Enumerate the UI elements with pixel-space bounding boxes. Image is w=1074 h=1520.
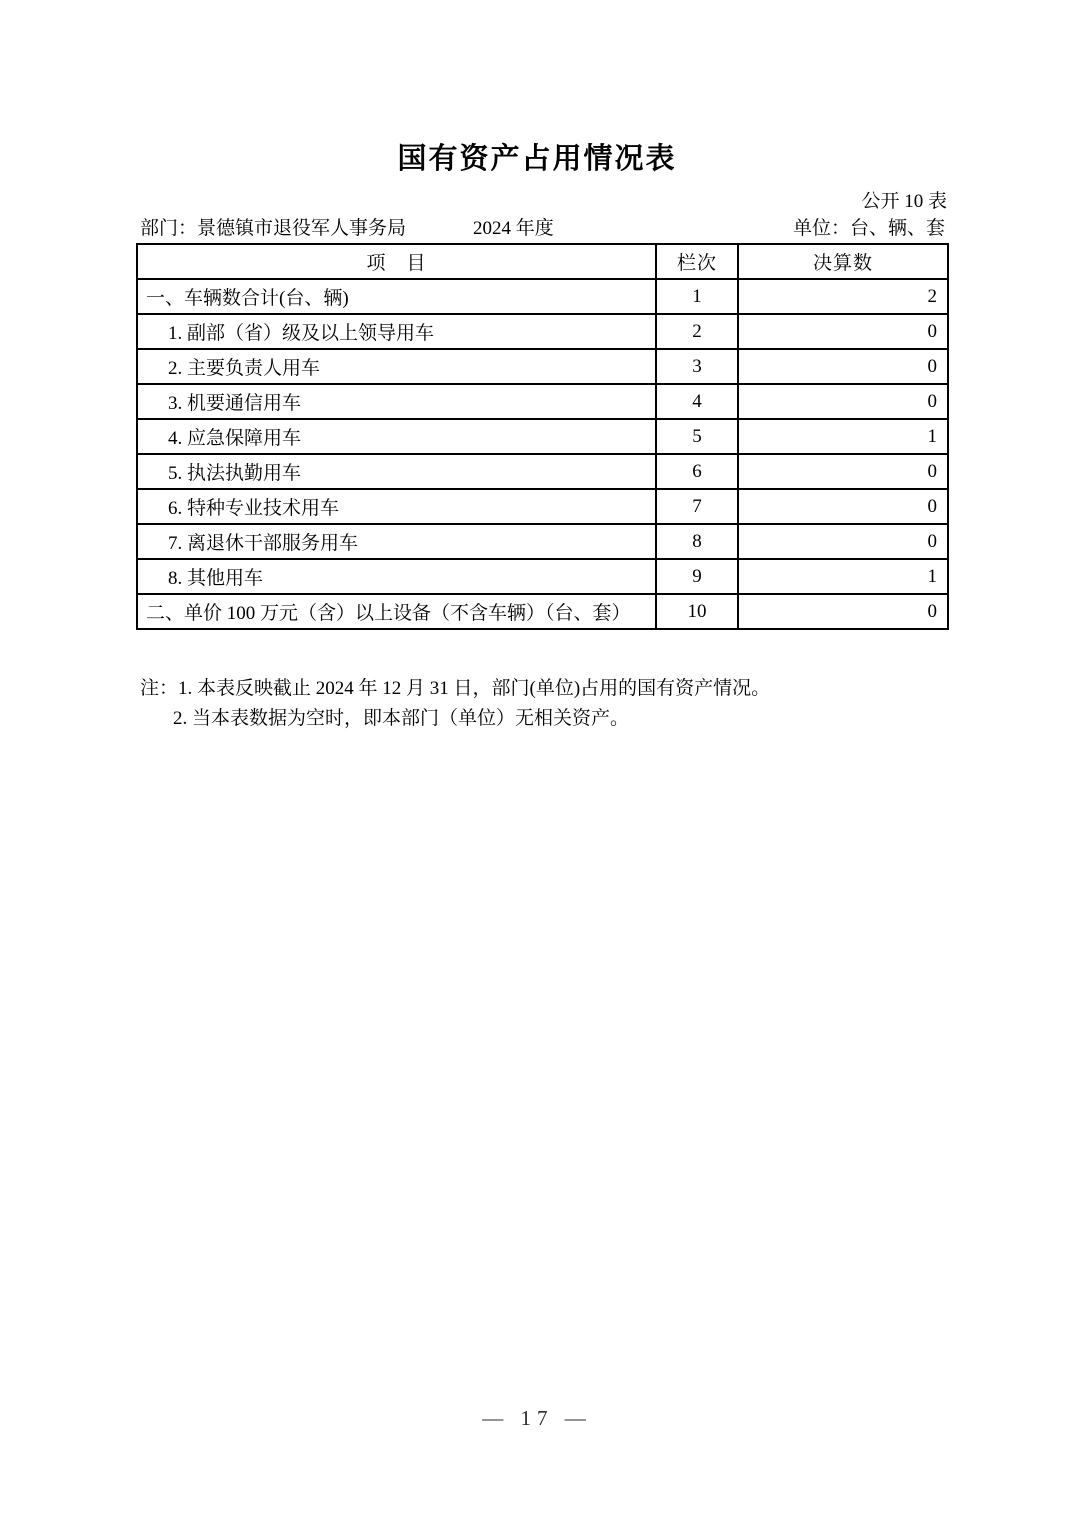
row-item: 6. 特种专业技术用车 [137, 489, 656, 524]
table-row [137, 349, 948, 384]
form-number-label: 公开 10 表 [861, 191, 947, 212]
row-item: 3. 机要通信用车 [137, 384, 656, 419]
row-column-no: 2 [656, 314, 738, 349]
row-value: 0 [738, 384, 948, 419]
row-value: 2 [738, 279, 948, 314]
row-item: 1. 副部（省）级及以上领导用车 [137, 314, 656, 349]
table-row [137, 314, 948, 349]
row-column-no: 7 [656, 489, 738, 524]
footnote-2: 2. 当本表数据为空时，即本部门（单位）无相关资产。 [173, 708, 630, 729]
footnotes [140, 674, 951, 734]
header-column-no: 栏次 [656, 244, 738, 279]
table-row [137, 454, 948, 489]
row-item: 5. 执法执勤用车 [137, 454, 656, 489]
footnote-1: 注：1. 本表反映截止 2024 年 12 月 31 日，部门(单位)占用的国有资产情况。 [140, 678, 771, 699]
row-column-no: 8 [656, 524, 738, 559]
row-item: 2. 主要负责人用车 [137, 349, 656, 384]
unit-label: 单位：台、辆、套 [792, 218, 945, 239]
table-row [137, 384, 948, 419]
table-header-row [137, 244, 948, 279]
row-item: 7. 离退休干部服务用车 [137, 524, 656, 559]
row-value: 0 [738, 594, 948, 629]
department-label: 部门：景德镇市退役军人事务局 [140, 218, 407, 239]
assets-table [136, 243, 949, 630]
row-item: 8. 其他用车 [137, 559, 656, 594]
row-value: 0 [738, 314, 948, 349]
row-column-no: 5 [656, 419, 738, 454]
table-row [137, 594, 948, 629]
row-column-no: 3 [656, 349, 738, 384]
row-value: 0 [738, 454, 948, 489]
page-number: — 17 — [482, 1406, 592, 1430]
table-row [137, 559, 948, 594]
row-value: 0 [738, 489, 948, 524]
row-item: 4. 应急保障用车 [137, 419, 656, 454]
fiscal-year-label: 2024 年度 [473, 218, 554, 239]
row-value: 0 [738, 524, 948, 559]
row-column-no: 1 [656, 279, 738, 314]
row-column-no: 9 [656, 559, 738, 594]
row-value: 1 [738, 419, 948, 454]
row-item: 二、单价 100 万元（含）以上设备（不含车辆）（台、套） [137, 594, 656, 629]
meta-line [136, 213, 947, 241]
table-row [137, 524, 948, 559]
table-row [137, 489, 948, 524]
header-final-amount: 决算数 [738, 244, 948, 279]
row-column-no: 6 [656, 454, 738, 489]
row-column-no: 10 [656, 594, 738, 629]
row-column-no: 4 [656, 384, 738, 419]
row-value: 0 [738, 349, 948, 384]
header-item: 项 目 [137, 244, 656, 279]
row-item: 一、车辆数合计(台、辆) [137, 279, 656, 314]
row-value: 1 [738, 559, 948, 594]
page-title: 国有资产占用情况表 [397, 143, 677, 175]
table-row [137, 419, 948, 454]
table-row [137, 279, 948, 314]
